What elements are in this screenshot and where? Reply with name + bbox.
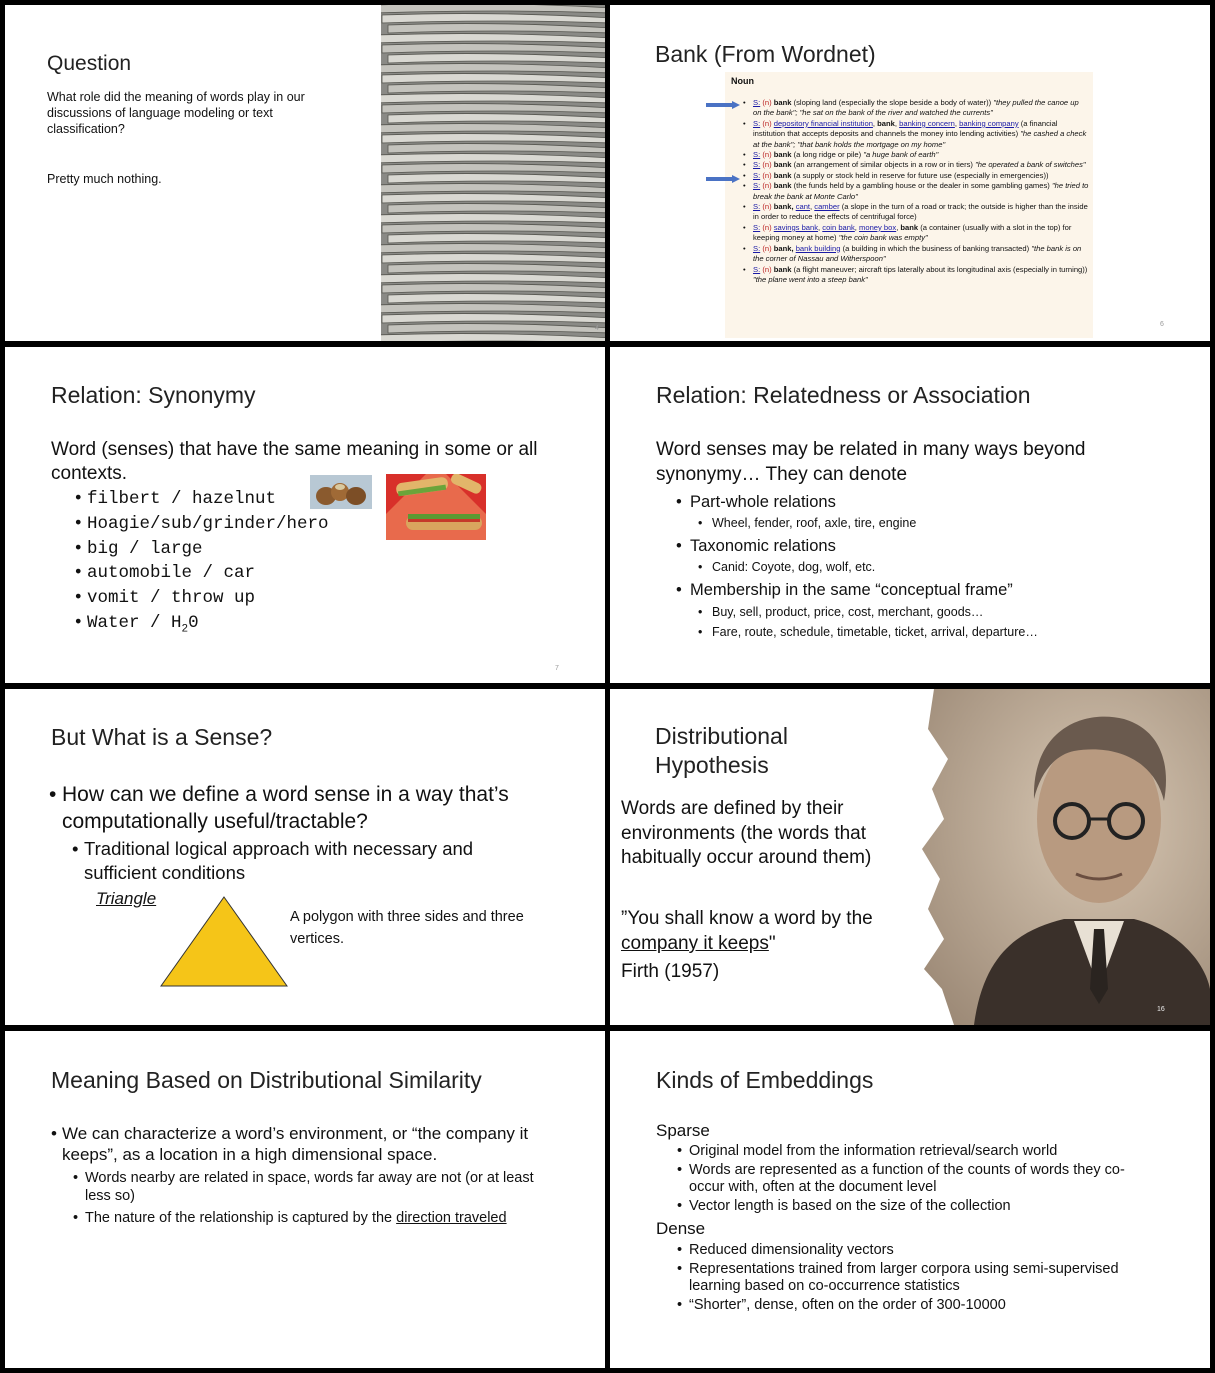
hypothesis-text: Words are defined by their environments (the words that habitually occur around them) xyxy=(621,798,872,868)
synonym-list xyxy=(73,487,329,642)
list-item: • vomit / throw up xyxy=(73,586,329,611)
sense-link[interactable]: S: xyxy=(753,181,761,191)
slide-title: Distributional Hypothesis xyxy=(655,723,788,778)
slide-what-is-sense xyxy=(5,689,605,1025)
answer-text: Pretty much nothing. xyxy=(47,172,162,186)
sense-link[interactable]: S: xyxy=(753,202,761,212)
list-item: • Membership in the same “conceptual frame” • Buy, sell, product, price, cost, merchant, goods… • Fare, route, schedule, timetable, ticket, arrival, departure… xyxy=(676,580,1176,642)
sense-item: • S: (n) depository financial institution, bank, banking concern, banking company (a financial institution that accepts deposits and channels the money into lending activities) "he cashed a check at the bank"; "that bank holds the mortgage on my home" xyxy=(733,119,1089,150)
synonym-link[interactable]: camber xyxy=(814,202,840,212)
slide-distributional-hypothesis xyxy=(610,689,1210,1025)
sense-item: • S: (n) savings bank, coin bank, money box, bank (a container (usually with a slot in the top) for keeping money at home) "the coin bank was empty" xyxy=(733,223,1089,244)
list-item: • Taxonomic relations • Canid: Coyote, dog, wolf, etc. xyxy=(676,536,1176,576)
sense-link[interactable]: S: xyxy=(753,160,761,170)
bullet-list xyxy=(49,781,569,835)
direction-link[interactable]: direction traveled xyxy=(396,1210,507,1226)
synonym-link[interactable]: savings bank xyxy=(773,222,819,232)
slide-title: Meaning Based on Distributional Similarity xyxy=(51,1067,482,1093)
intro-text: Word senses may be related in many ways beyond synonymy… They can denote xyxy=(656,439,1086,485)
list-item: • Words are represented as a function of the counts of words they co-occur with, often at the document level xyxy=(677,1162,1157,1196)
list-item: • Hoagie/sub/grinder/hero xyxy=(73,512,329,537)
sparse-list xyxy=(677,1143,1157,1215)
list-item: • “Shorter”, dense, often on the order of 300-10000 xyxy=(677,1297,1157,1314)
bullet-list xyxy=(51,1123,566,1165)
sense-link[interactable]: S: xyxy=(753,222,761,232)
sense-item: • S: (n) bank, bank building (a building in which the business of banking transacted) "the bank is on the corner of Nassau and Witherspoon" xyxy=(733,244,1089,265)
slide-title: Relation: Synonymy xyxy=(51,382,256,408)
sandwich-image xyxy=(386,474,486,540)
slide-distributional-similarity xyxy=(5,1031,605,1368)
list-item: • How can we define a word sense in a way that’s computationally useful/tractable? xyxy=(49,781,569,835)
sub-bullet-list xyxy=(72,837,542,885)
hazelnut-image xyxy=(310,475,372,509)
list-item: • big / large xyxy=(73,537,329,562)
sense-item: • S: (n) bank (a long ridge or pile) "a huge bank of earth" xyxy=(733,150,1089,160)
sparse-heading: Sparse xyxy=(656,1121,710,1140)
list-item: • Vector length is based on the size of the collection xyxy=(677,1198,1157,1215)
list-item: • Fare, route, schedule, timetable, ticket, arrival, departure… xyxy=(698,622,1176,642)
synonym-link[interactable]: depository financial institution xyxy=(773,118,873,128)
list-item: • Representations trained from larger corpora using semi-supervised learning based on co-occurrence statistics xyxy=(677,1261,1157,1295)
list-item: • Canid: Coyote, dog, wolf, etc. xyxy=(698,558,1176,576)
slide-title: But What is a Sense? xyxy=(51,724,273,750)
slide-title: Question xyxy=(47,52,132,75)
relation-list xyxy=(676,492,1176,642)
list-item: • Water / $H_20$ xyxy=(73,611,329,642)
firth-portrait-image xyxy=(914,689,1210,1025)
list-item: • The nature of the relationship is captured by the direction traveled xyxy=(73,1209,563,1227)
synonym-link[interactable]: coin bank xyxy=(822,222,855,232)
sense-link[interactable]: S: xyxy=(753,150,761,160)
firth-quote: ”You shall know a word by the company it keeps" xyxy=(621,908,873,954)
list-item: • Wheel, fender, roof, axle, tire, engine xyxy=(698,514,1176,532)
company-link[interactable]: company it keeps xyxy=(621,933,769,954)
slide-relatedness xyxy=(610,347,1210,683)
list-item: • Buy, sell, product, price, cost, merchant, goods… xyxy=(698,602,1176,622)
page-number: 7 xyxy=(555,665,559,672)
sense-item: • S: (n) bank (sloping land (especially the slope beside a body of water)) "they pulled the canoe up on the bank"; "he sat on the bank of the river and watched the currents" xyxy=(733,98,1089,119)
triangle-definition: A polygon with three sides and three vertices. xyxy=(290,909,524,947)
arrow-right-icon xyxy=(706,175,740,183)
list-item: • automobile / car xyxy=(73,561,329,586)
list-item: • Part-whole relations • Wheel, fender, roof, axle, tire, engine xyxy=(676,492,1176,532)
synonym-link[interactable]: banking company xyxy=(959,118,1019,128)
page-number: 6 xyxy=(1160,321,1164,328)
wordnet-panel xyxy=(725,72,1093,338)
synonym-link[interactable]: bank building xyxy=(795,243,841,253)
arrow-right-icon xyxy=(706,101,740,109)
page-number: 4 xyxy=(595,325,599,332)
list-item: • Words nearby are related in space, words far away are not (or at least less so) xyxy=(73,1169,563,1205)
question-text: What role did the meaning of words play in our discussions of language modeling or text classification? xyxy=(47,90,305,136)
list-item: • Traditional logical approach with necessary and sufficient conditions xyxy=(72,837,542,885)
dense-list xyxy=(677,1242,1157,1314)
sense-item: • S: (n) bank (an arrangement of similar objects in a row or in tiers) "he operated a bank of switches" xyxy=(733,160,1089,170)
list-item: • We can characterize a word’s environment, or “the company it keeps”, as a location in a high dimensional space. xyxy=(51,1123,566,1165)
dense-heading: Dense xyxy=(656,1219,706,1238)
noun-label: Noun xyxy=(731,76,754,86)
sense-list xyxy=(733,98,1089,285)
slide-title: Relation: Relatedness or Association xyxy=(656,382,1031,408)
slide-title: Kinds of Embeddings xyxy=(656,1067,874,1093)
sense-link[interactable]: S: xyxy=(753,243,761,253)
sense-item: • S: (n) bank (the funds held by a gambling house or the dealer in some gambling games) "he tried to break the bank at Monte Carlo" xyxy=(733,181,1089,202)
slide-question xyxy=(5,5,605,341)
sense-item: • S: (n) bank (a supply or stock held in reserve for future use (especially in emergencies)) xyxy=(733,171,1089,181)
sense-item: • S: (n) bank (a flight maneuver; aircraft tips laterally about its longitudinal axis (especially in turning)) "the plane went into a steep bank" xyxy=(733,265,1089,286)
intro-text: Word (senses) that have the same meaning in some or all contexts. xyxy=(51,439,538,484)
sense-item: • S: (n) bank, cant, camber (a slope in the turn of a road or track; the outside is higher than the inside in order to reduce the effects of centrifugal force) xyxy=(733,202,1089,223)
sense-link[interactable]: S: xyxy=(753,118,761,128)
slide-kinds-of-embeddings xyxy=(610,1031,1210,1368)
relation-groups xyxy=(676,492,1176,642)
page-number: 16 xyxy=(1157,1006,1165,1013)
sub-bullet-list xyxy=(73,1169,563,1227)
sense-link[interactable]: S: xyxy=(753,264,761,274)
list-item: • filbert / hazelnut xyxy=(73,487,329,512)
list-item: • Original model from the information retrieval/search world xyxy=(677,1143,1157,1160)
citation: Firth (1957) xyxy=(621,961,720,982)
triangle-shape xyxy=(160,896,288,987)
synonym-link[interactable]: money box xyxy=(859,222,897,232)
synonym-link[interactable]: cant xyxy=(795,202,811,212)
sense-link[interactable]: S: xyxy=(753,98,761,107)
slide-title: Bank (From Wordnet) xyxy=(655,41,876,67)
sense-link[interactable]: S: xyxy=(753,170,761,180)
newspaper-stack-image xyxy=(381,5,605,341)
slide-bank-wordnet xyxy=(610,5,1210,341)
list-item: • Reduced dimensionality vectors xyxy=(677,1242,1157,1259)
slide-synonymy xyxy=(5,347,605,683)
synonym-link[interactable]: banking concern xyxy=(899,118,955,128)
triangle-label: Triangle xyxy=(96,889,157,908)
